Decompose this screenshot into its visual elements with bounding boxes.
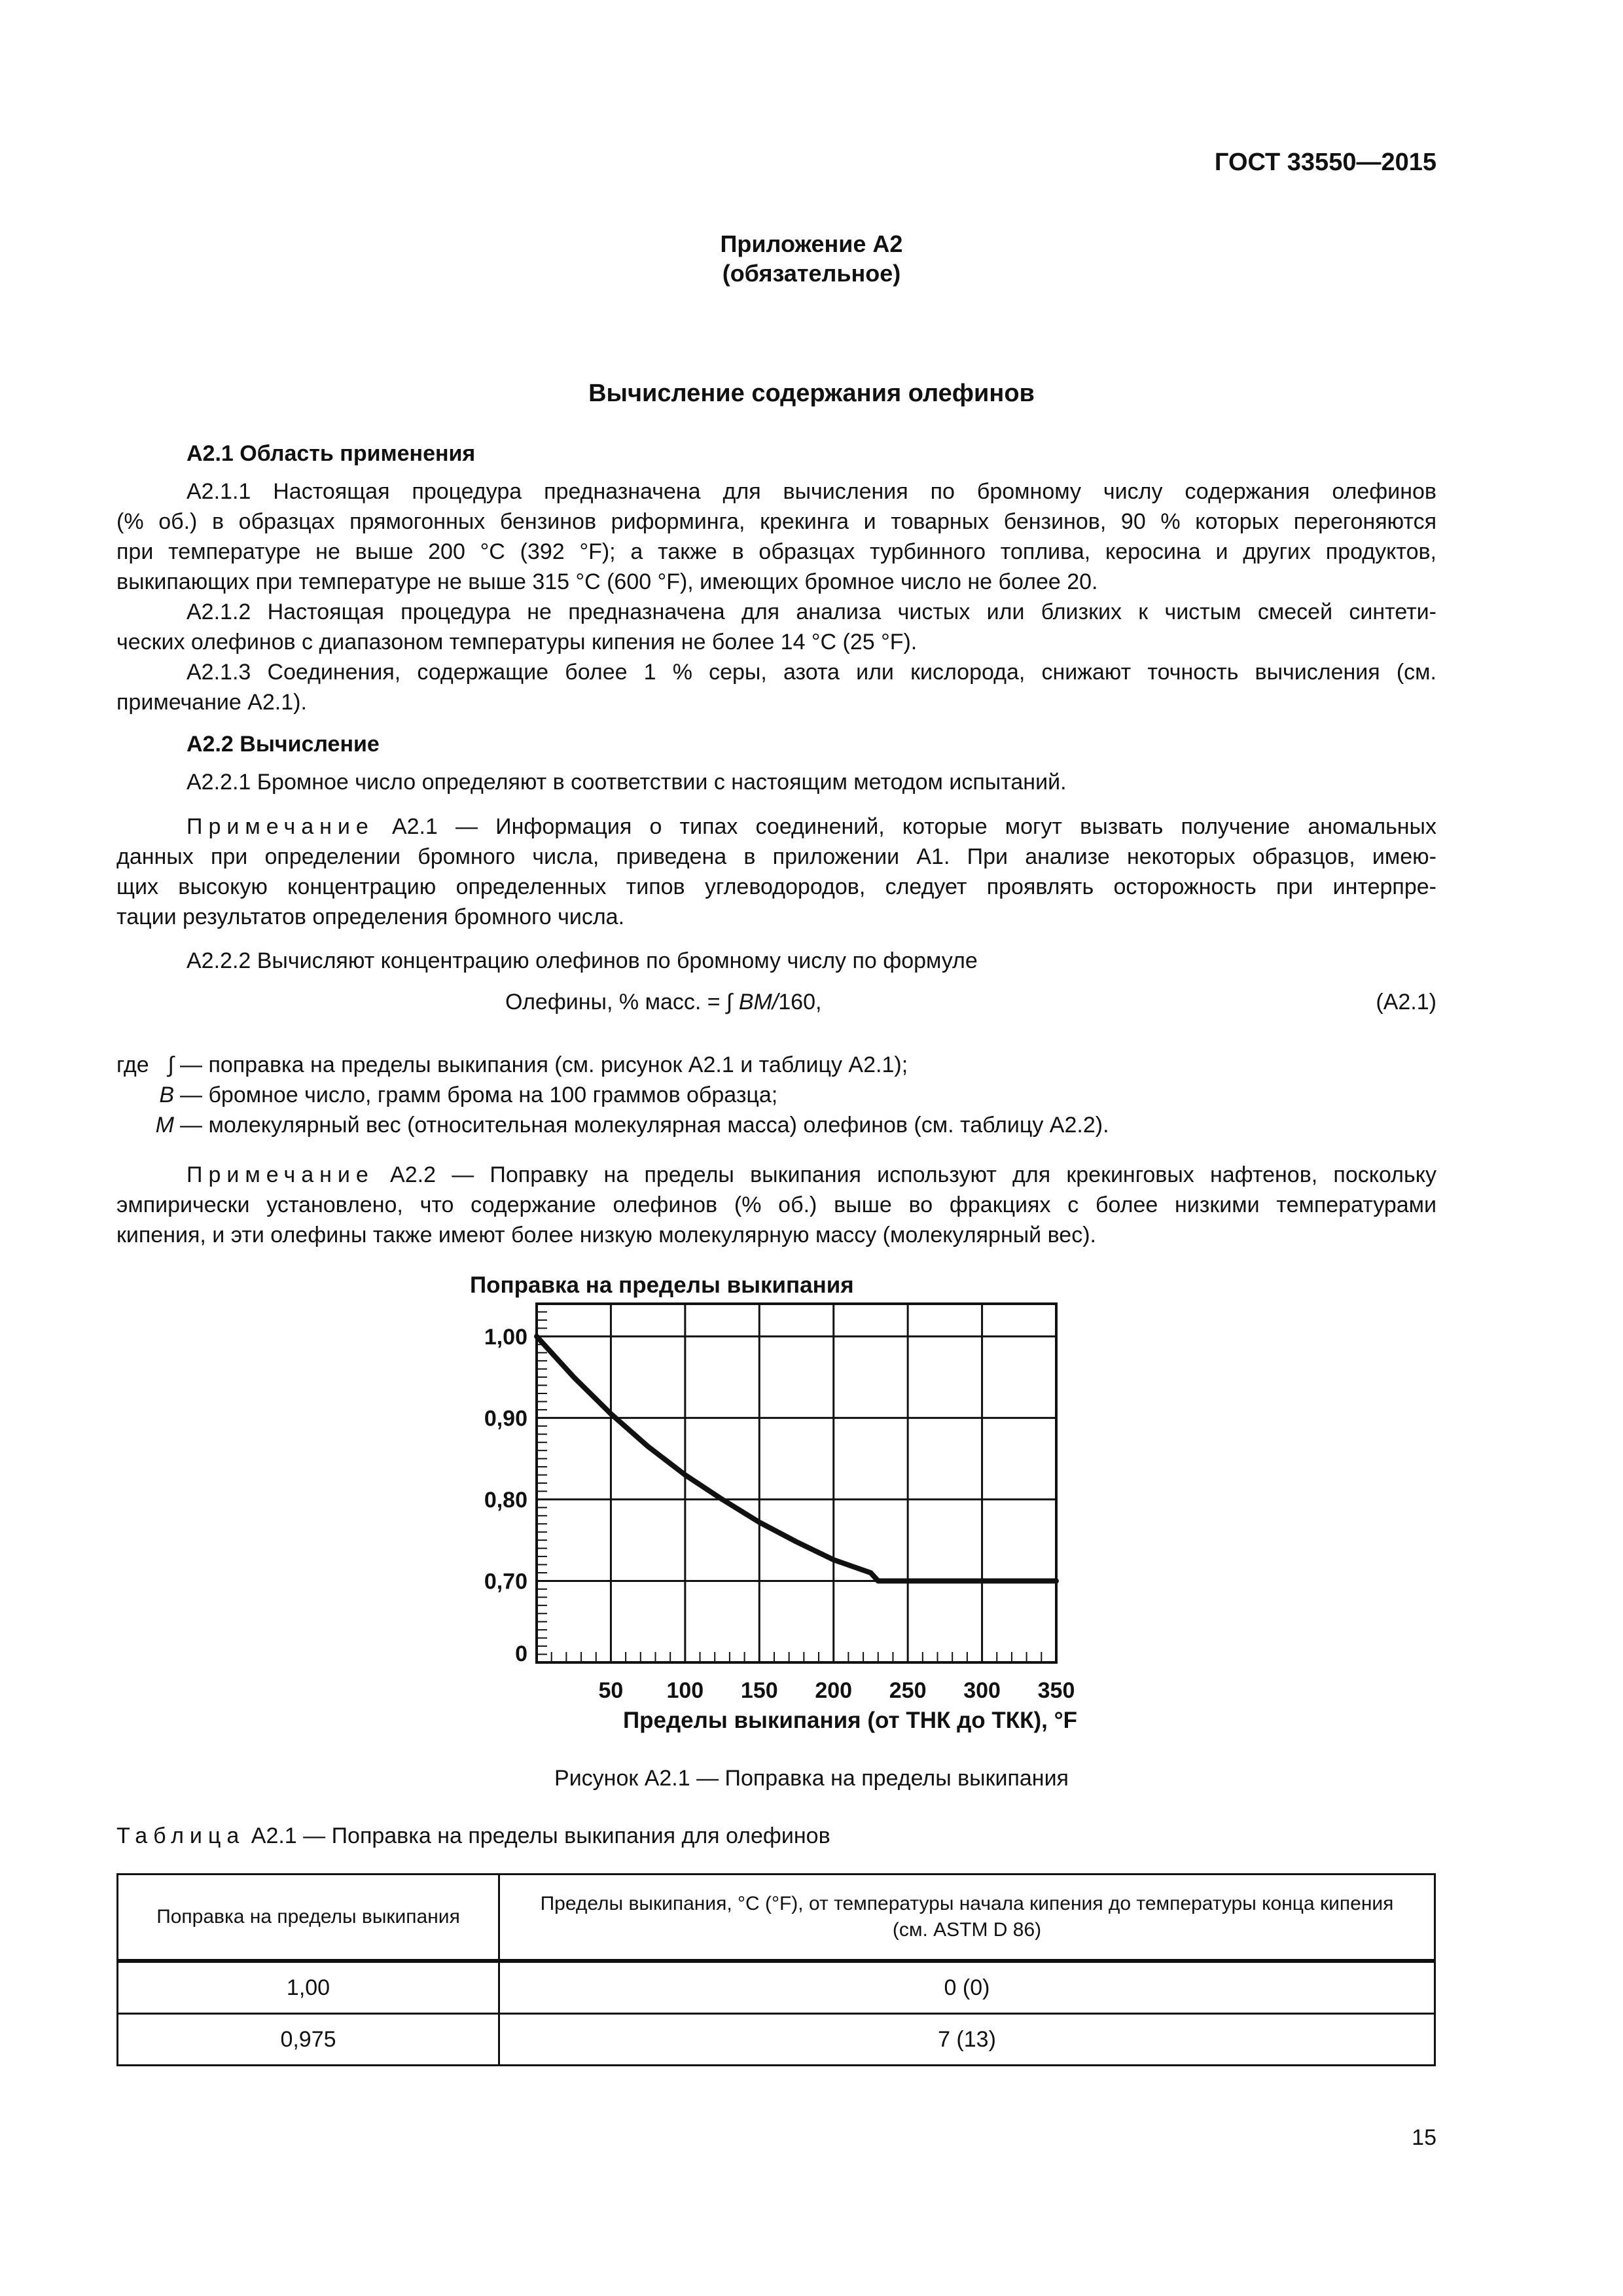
paragraph-line: выкипающих при температуре не выше 315 °С (600 °F), имеющих бромное число не более 20. — [116, 569, 1098, 594]
table-header-row — [118, 1874, 1435, 1962]
note-line: щих высокую концентрацию определенных типов углеводородов, следует проявлять осторожность при интерпре- — [116, 874, 1436, 899]
section-a21-title: А2.1 Область применения — [187, 441, 476, 466]
paragraph-line: А2.1.1 Настоящая процедура предназначена для вычисления по бромному числу содержания олефинов — [187, 479, 1436, 504]
table-title — [116, 1821, 830, 1851]
paragraph-line: ческих олефинов с диапазоном температуры кипения не более 14 °С (25 °F). — [116, 630, 918, 655]
boiling-correction-table — [116, 1873, 1436, 2066]
where-symbol: B — [159, 1083, 174, 1107]
x-tick-label: 150 — [740, 1678, 778, 1703]
where-desc: — поправка на пределы выкипания (см. рисунок А2.1 и таблицу А2.1); — [180, 1052, 908, 1077]
note-line: кипения, и эти олефины также имеют более низкую молекулярную массу (молекулярный вес). — [116, 1223, 1096, 1247]
paragraph-line: при температуре не выше 200 °С (392 °F); а также в образцах турбинного топлива, керосина и других продуктов, — [116, 539, 1436, 564]
chart-title: Поправка на пределы выкипания — [470, 1272, 854, 1298]
section-heading: Вычисление содержания олефинов — [588, 380, 1035, 407]
table-cell: 0 (0) — [499, 1961, 1435, 2014]
table-label: Таблица — [116, 1823, 245, 1848]
paragraph-line: А2.2.2 Вычисляют концентрацию олефинов по бромному числу по формуле — [187, 948, 978, 973]
origin-label: 0 — [515, 1641, 527, 1666]
x-tick-label: 200 — [815, 1678, 853, 1703]
note-label: Примечание — [187, 1162, 374, 1187]
x-tick-label: 350 — [1037, 1678, 1075, 1703]
note-text: А2.2 — Поправку на пределы выкипания используют для крекинговых нафтенов, поскольку — [390, 1162, 1436, 1187]
formula-number: (А2.1) — [1376, 990, 1436, 1014]
note-line: тации результатов определения бромного числа. — [116, 905, 625, 929]
page-number: 15 — [1412, 2125, 1436, 2150]
where-desc: — бромное число, грамм брома на 100 граммов образца; — [180, 1083, 778, 1107]
formula-suffix: 160, — [778, 990, 822, 1014]
note-line: эмпирически установлено, что содержание олефинов (% об.) выше во фракциях с более низкими температурами — [116, 1193, 1436, 1217]
table-title-text: А2.1 — Поправка на пределы выкипания для олефинов — [251, 1823, 830, 1848]
y-tick-label: 1,00 — [484, 1324, 527, 1350]
section-a22-title: А2.2 Вычисление — [187, 732, 380, 757]
x-tick-label: 50 — [598, 1678, 624, 1703]
figure-caption: Рисунок А2.1 — Поправка на пределы выкипания — [554, 1766, 1069, 1791]
note-text: А2.1 — Информация о типах соединений, которые могут вызвать получение аномальных — [391, 814, 1436, 839]
table-header-cell: Пределы выкипания, °С (°F), от температуры начала кипения до температуры конца кипения (см. ASTM D 86) — [499, 1874, 1435, 1962]
note-label: Примечание — [187, 814, 374, 839]
note-line: данных при определении бромного числа, приведена в приложении А1. При анализе некоторых образцов, имею- — [116, 844, 1436, 869]
appendix-title: Приложение А2 — [720, 230, 903, 257]
document-standard-number: ГОСТ 33550—2015 — [1214, 149, 1436, 176]
table-cell: 7 (13) — [499, 2014, 1435, 2066]
paragraph-line: примечание А2.1). — [116, 690, 307, 715]
where-symbol: M — [155, 1113, 174, 1138]
x-tick-label: 250 — [889, 1678, 927, 1703]
y-tick-label: 0,80 — [484, 1487, 527, 1513]
paragraph-line: (% об.) в образцах прямогонных бензинов риформинга, крекинга и товарных бензинов, 90 % которых перегоняются — [116, 509, 1436, 534]
paragraph-line: А2.2.1 Бромное число определяют в соответствии с настоящим методом испытаний. — [187, 770, 1067, 795]
where-symbol: ∫ — [168, 1052, 174, 1077]
paragraph-line: А2.1.3 Соединения, содержащие более 1 % серы, азота или кислорода, снижают точность вычисления (см. — [187, 660, 1436, 685]
chart-root — [470, 1272, 1077, 1733]
where-desc: — молекулярный вес (относительная молекулярная масса) олефинов (см. таблицу А2.2). — [180, 1113, 1109, 1138]
formula-prefix: Олефины, % масс. = ∫ — [505, 990, 739, 1014]
paragraph-line: А2.1.2 Настоящая процедура не предназначена для анализа чистых или близких к чистым смесей синтети- — [187, 600, 1436, 624]
formula-variable: BM/ — [738, 990, 779, 1014]
correction-curve — [537, 1336, 1056, 1581]
table-row — [118, 1961, 1435, 2014]
where-lead: где — [116, 1052, 149, 1077]
y-tick-label: 0,90 — [484, 1406, 527, 1431]
table-header-cell: Поправка на пределы выкипания — [118, 1874, 499, 1962]
table-row — [118, 2014, 1435, 2066]
chart-frame — [537, 1304, 1056, 1662]
x-axis-label: Пределы выкипания (от ТНК до ТКК), °F — [622, 1708, 1077, 1733]
y-tick-label: 0,70 — [484, 1569, 527, 1594]
x-tick-label: 100 — [666, 1678, 704, 1703]
x-tick-label: 300 — [963, 1678, 1001, 1703]
appendix-status: (обязательное) — [722, 260, 901, 287]
table-cell: 1,00 — [118, 1961, 499, 2014]
table-cell: 0,975 — [118, 2014, 499, 2066]
